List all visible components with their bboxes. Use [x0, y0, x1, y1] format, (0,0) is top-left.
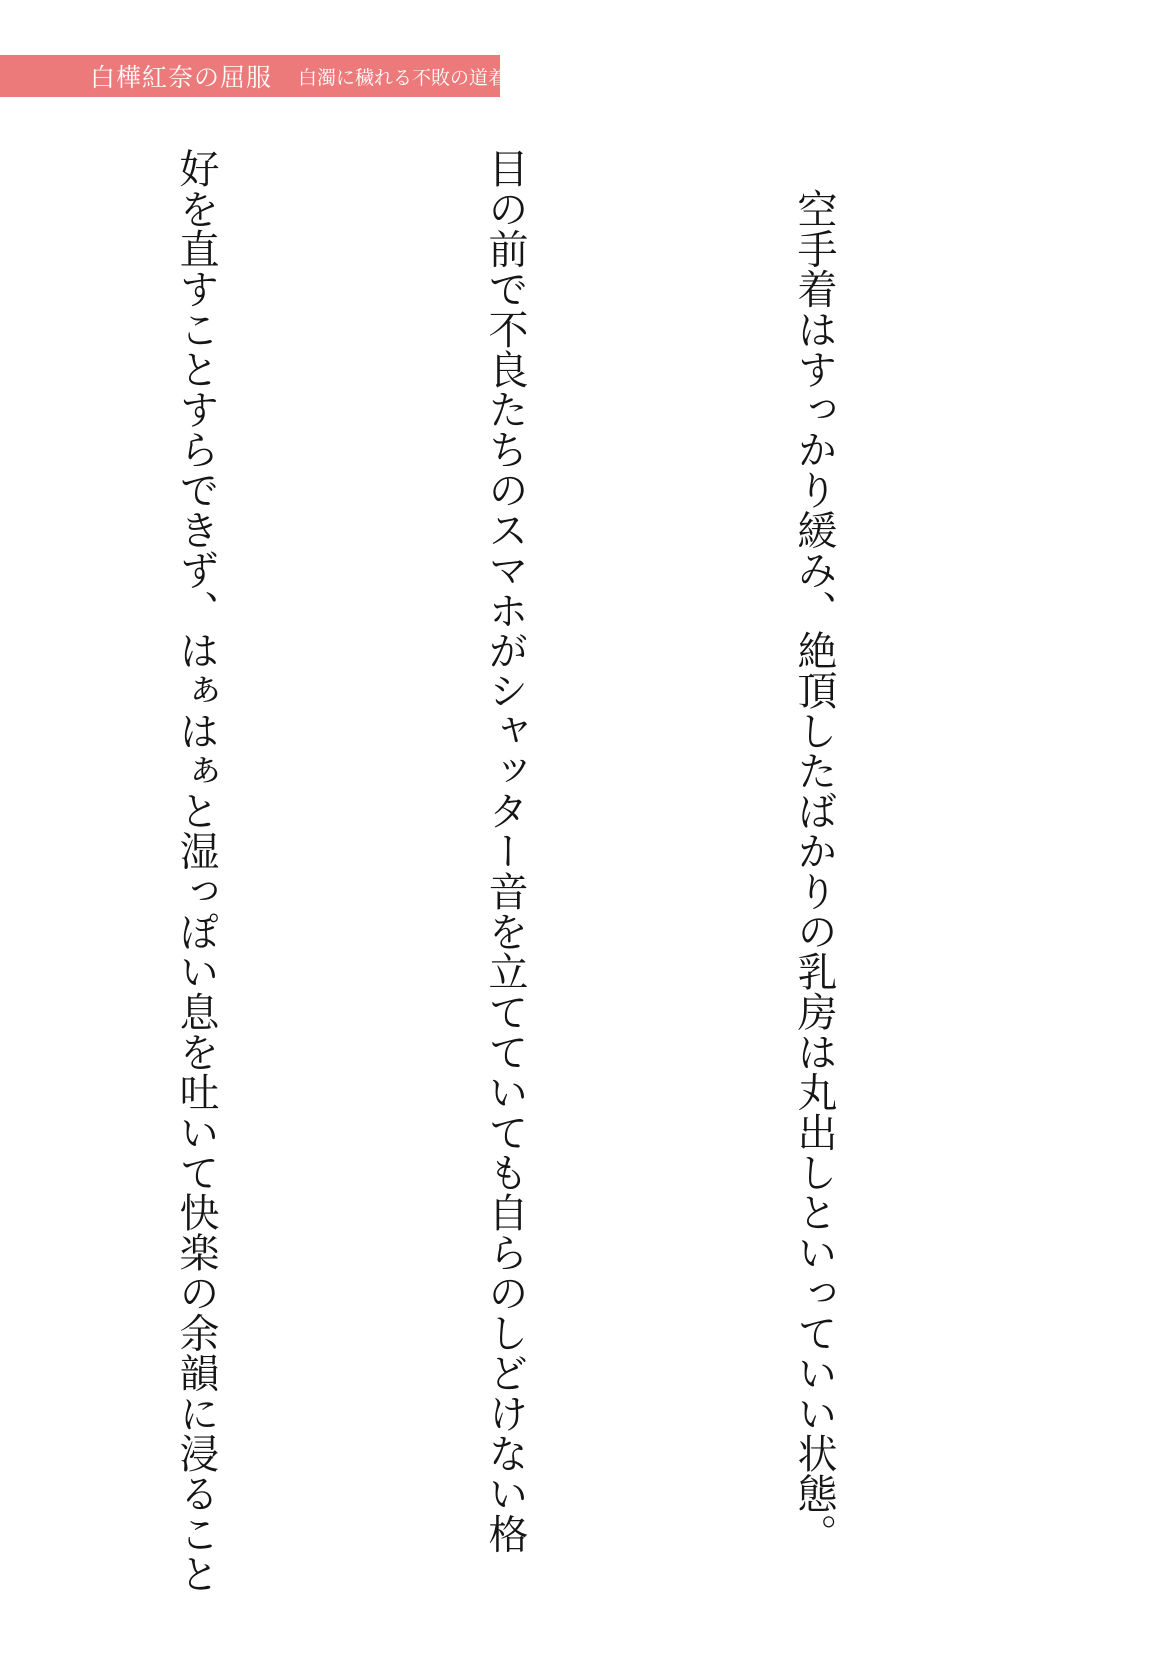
body-text [0, 148, 1071, 1608]
text-line-3: 好を直すことすらできず、はぁはぁと湿っぽい息を吐いて快楽の余韻に浸ること [173, 148, 219, 1594]
chapter-subtitle: 白濁に穢れる不敗の道着 [298, 66, 508, 89]
book-title: 白樺紅奈の屈服 [90, 63, 273, 92]
text-line-1: 空手着はすっかり緩み、絶頂したばかりの乳房は丸出しといっていい状態。 [791, 148, 837, 1554]
text-line-2: 目の前で不良たちのスマホがシャッター音を立てていても自らのしどけない格 [482, 148, 528, 1554]
running-header [0, 55, 508, 97]
